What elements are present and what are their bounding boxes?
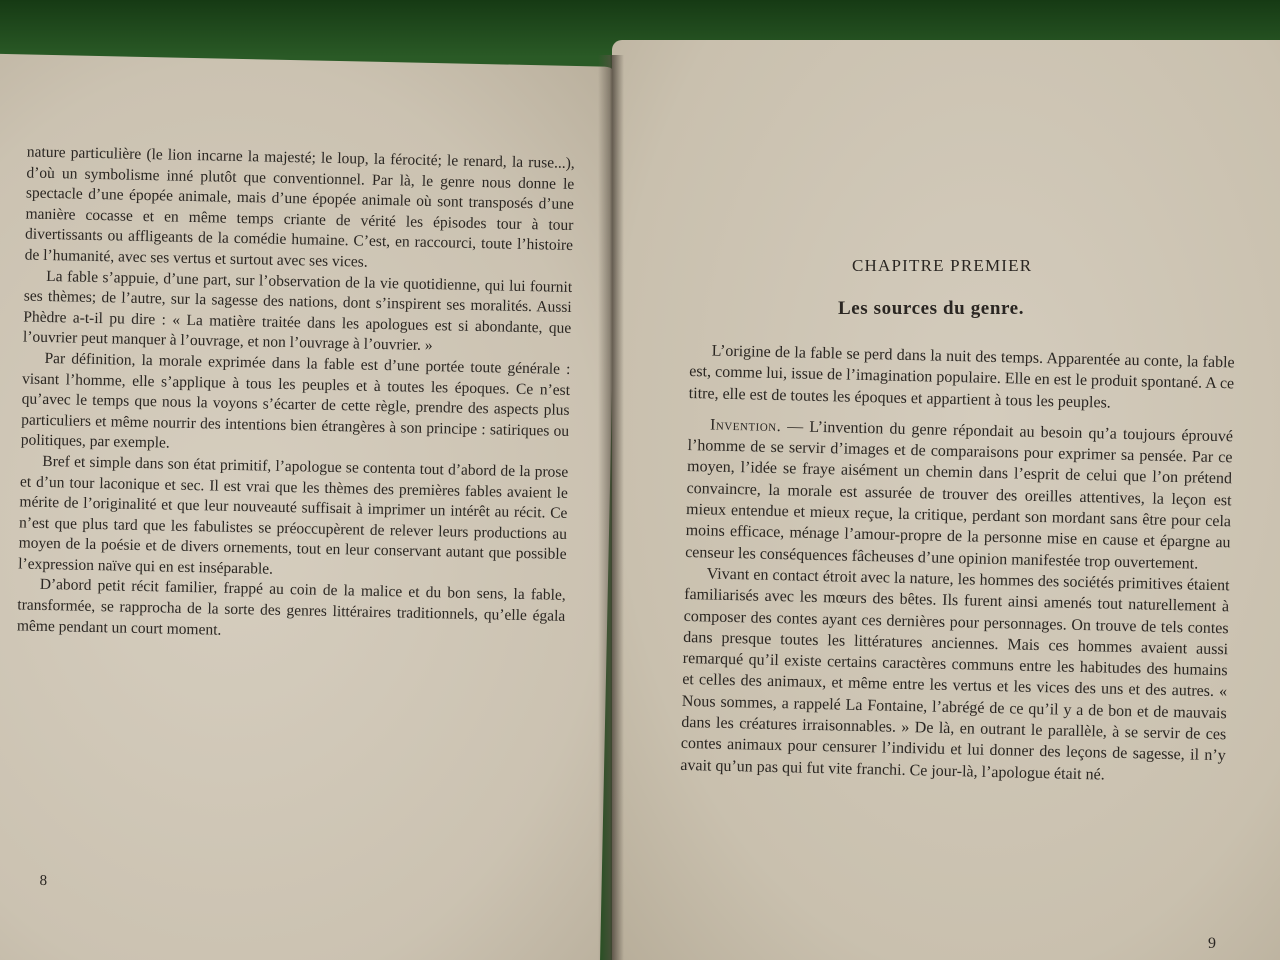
invention-label: Invention.: [709, 416, 782, 435]
chapter-heading: CHAPITRE PREMIER: [852, 256, 1033, 275]
left-page: [0, 54, 619, 960]
left-paragraph: nature particulière (le lion incarne la majesté; le loup, la férocité; le renard, la ruse...), d’où un symbolisme inné plutôt que conventionnel. Par là, le genre nous donne le spectacle d’une épopée animale, mais d’une épopée animale où sont transposés d’une manière cocasse et en même temps criante de vérité les épisodes tour à tour divertissants ou affligeants de la comédie humaine. C’est, en raccourci, toute l’histoire de l’humanité, avec ses vertus et surtout avec ses vices.: [24, 143, 575, 271]
left-paragraph: La fable s’appuie, d’une part, sur l’observation de la vie quotidienne, qui lui fournit ses thèmes; de l’autre, sur la sagesse des nations, dont s’inspirent ses moralités. Aussi Phèdre a-t-il pu dire : « La matière traitée dans les apologues est si abondante, que l’ouvrier peut manquer à l’ouvrage, et non l’ouvrage à l’ouvrier. »: [22, 267, 573, 355]
page-number-right: 9: [1208, 935, 1216, 952]
left-paragraph: D’abord petit récit familier, frappé au coin de la malice et du bon sens, la fable, transformée, se rapprocha de la sorte des genres littéraires traditionnels, qu’elle égala même pendant un court moment.: [16, 576, 566, 639]
left-paragraph: Par définition, la morale exprimée dans la fable est d’une portée toute générale : visant l’homme, elle s’applique à tous les peuples et à toutes les époques. Ce n’est qu’avec le temps que nous la voyons s’écarter de cette règle, prendre des aspects plus particuliers et même nourrir des intentions bien étrangères à son principe : satiriques ou politiques, par exemple.: [20, 349, 571, 452]
section-title: Les sources du genre.: [838, 298, 1025, 319]
right-page: [612, 40, 1280, 960]
last-paragraph: Vivant en contact étroit avec la nature, les hommes des sociétés primitives étaient familiarisés avec les mœurs des bêtes. Ils furent ainsi amenés tout naturellement à composer des contes ayant ces dernières pour personnages. On trouve de tels contes dans presque toutes les littératures anciennes. Mais ces hommes avaient aussi remarqué qu’il existe certains caractères communs entre les habitudes des humains et celles des animaux, et même entre les vertus et les vices des uns et des autres. « Nous sommes, a rappelé La Fontaine, l’abrégé de ce qu’il y a de bon et de mauvais dans les créatures irraisonnables. » De là, en outrant le parallèle, à se servir de ces contes animaux pour censurer l’individu et lui donner des leçons de sagesse, il n’y avait qu’un pas qui fut vite franchi. Ce jour-là, l’apologue était né.: [680, 565, 1230, 784]
book-gutter: [598, 55, 624, 960]
invention-paragraph: [685, 414, 1233, 575]
left-page-text: [17, 143, 575, 649]
page-number-left: 8: [39, 872, 48, 890]
invention-text: — L’invention du genre répondait au besoin qu’a toujours éprouvé l’homme de se servir d’images et de comparaisons pour exprimer sa pensée. Par ce moyen, l’idée se fraye aisément un chemin dans l’esprit de celui que l’on prétend convaincre, la morale est assurée de trouver des oreilles attentives, la leçon est mieux entendue et mieux reçue, la critique, perdant son mordant sans être pour cela moins efficace, ménage l’amour-propre de la personne mise en cause et épargne au censeur les conséquences fâcheuses d’une opinion manifestée trop ouvertement.: [684, 417, 1234, 573]
left-paragraph: Bref et simple dans son état primitif, l’apologue se contenta tout d’abord de la prose et d’un tour laconique et sec. Il est vrai que les thèmes des premières fables avaient le mérite de l’originalité et que leur nouveauté suffisait à imprimer un intérêt au récit. Ce n’est que plus tard que les fabulistes se préoccupèrent de relever leurs productions au moyen de la poésie et de divers ornements, tout en leur conservant autant que possible l’expression naïve qui en est inséparable.: [18, 452, 569, 578]
right-page-text: [680, 340, 1235, 788]
intro-paragraph: L’origine de la fable se perd dans la nuit des temps. Apparentée au conte, la fable est, comme lui, issue de l’imagination populaire. Elle en est le produit spontané. A ce titre, elle est de toutes les époques et appartient à tous les peuples.: [688, 342, 1235, 412]
